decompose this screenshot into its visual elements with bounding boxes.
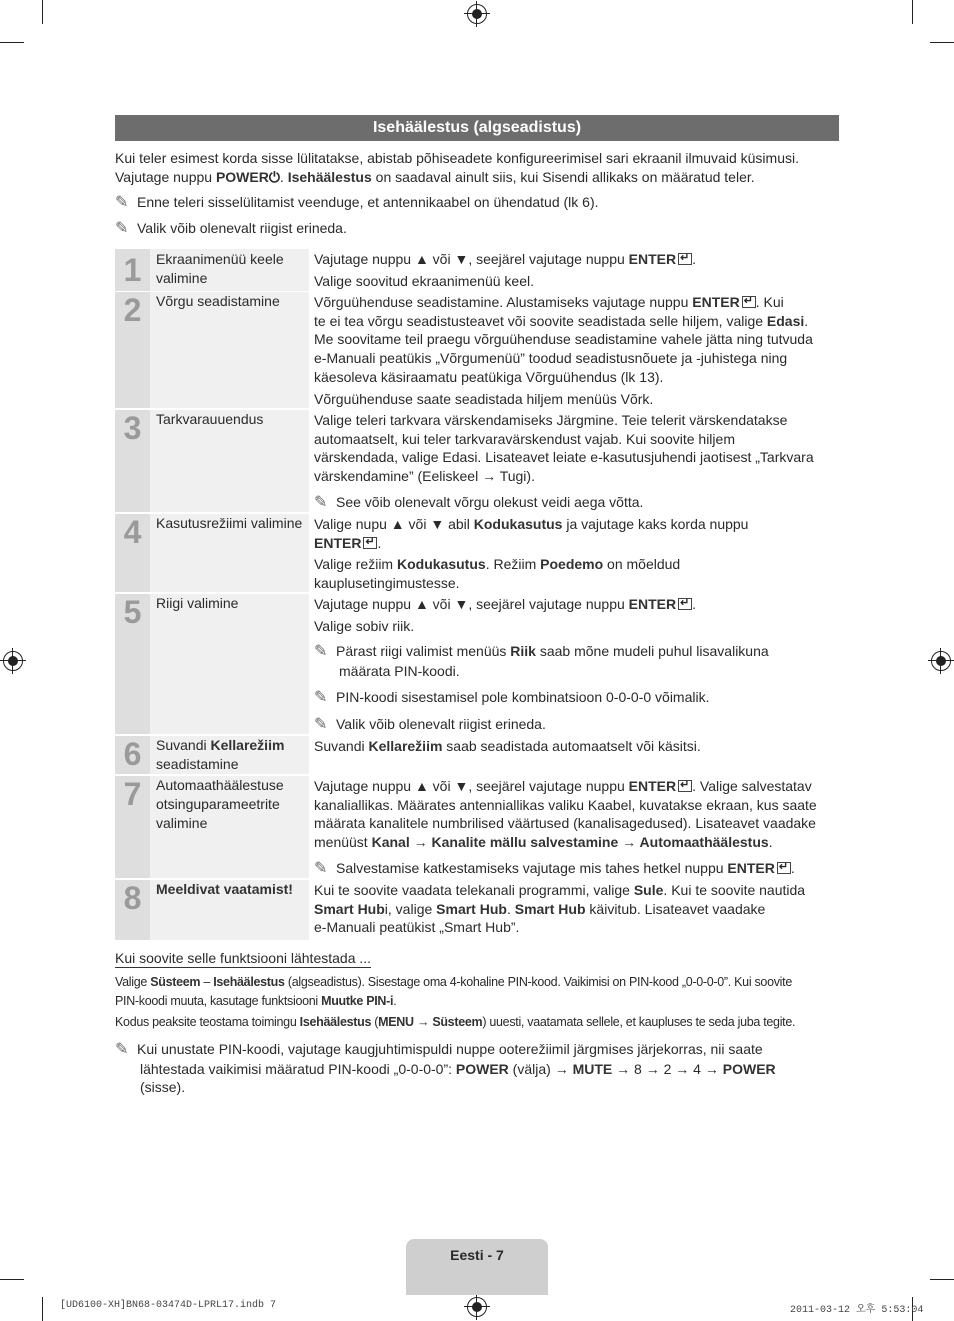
step-number: 8 [115,880,150,940]
step-number: 5 [115,594,150,734]
power-icon: ⏻ [268,168,280,185]
step-description: Suvandi Kellarežiim saab seadistada automaatselt või käsitsi. [314,738,701,754]
enter-icon [777,862,791,874]
step-description: Kui te soovite vaadata telekanali programmi, valige Sule. Kui te soovite nautida Smart Hubi, valige Smart Hub. Smart Hub käivitub. Lisateavet vaadake e-Manuali peatükist „Smart Hub”. [314,882,806,936]
note-pencil-icon: ✎ [314,688,328,706]
crop-mark [0,42,24,43]
step-description: Valige teleri tarkvara värskendamiseks Järgmine. Teie telerit värskendatakse automaatselt, kui teler tarkvaravärskendust vajab. Kui soovite hiljem värskendada, valige Edasi. Lisateavet leiate e-kasutusjuhendi jaotisest „Tarkvara värskendamine” (Eeliskeel → Tugi). ✎ See võib olenevalt võrgu olekust veidi aega võtta. [314,412,814,511]
note-pencil-icon: ✎ [115,194,129,211]
print-timestamp: 2011-03-12 오후 5:53:04 [790,1305,924,1316]
step-number: 1 [115,249,150,291]
note-pencil-icon: ✎ [314,859,328,877]
step-number: 6 [115,736,150,774]
step-label: Suvandi Kellarežiim seadistamine [150,736,309,774]
crop-mark [42,1297,43,1321]
page-number-tab: Eesti - 7 [406,1239,548,1295]
enter-icon [678,780,692,792]
enter-icon [678,253,692,265]
step-number: 3 [115,410,150,512]
step-number: 2 [115,292,150,408]
reset-note: ✎ Kui unustate PIN-koodi, vajutage kaugjuhtimispuldi nuppe ooterežiimil järgmises järjekorras, nii saate lähtestada vaikimisi määratud PIN-koodi „0-0-0-0”: POWER (välja) → MUTE → 8 → 2 → 4 → POWER (sisse). [115,1041,776,1095]
step-label: Võrgu seadistamine [150,292,309,408]
step-number: 4 [115,514,150,592]
step-label: Meeldivat vaatamist! [150,880,309,940]
print-file-info: [UD6100-XH]BN68-03474D-LPRL17.indb 7 [60,1300,277,1311]
registration-mark-icon [467,1297,487,1317]
crop-mark [930,1279,954,1280]
intro-line-1: Kui teler esimest korda sisse lülitatakse, abistab põhiseadete konfigureerimisel sari ekraanil ilmuvaid küsimusi. [115,150,799,166]
crop-mark [0,1279,24,1280]
registration-mark-icon [467,4,487,24]
step-description: Vajutage nuppu ▲ või ▼, seejärel vajutage nuppu ENTER↵ . Valige soovitud ekraanimenüü keel. [314,250,839,290]
step-description: Valige nupu ▲ või ▼ abil Kodukasutus ja vajutage kaks korda nuppu ENTER↵ . Valige režiim Kodukasutus. Režiim Poedemo on mõeldud kauplusetingimustesse. [314,515,839,593]
intro-line-2: Vajutage nuppu POWER⏻. Isehäälestus on saadaval ainult siis, kui Sisendi allikaks on määratud teler. [115,168,755,185]
step-label: Automaathäälestuse otsinguparameetrite valimine [150,776,309,878]
note-pencil-icon: ✎ [115,1041,129,1058]
reset-text: Valige Süsteem – Isehäälestus (algseadistus). Sisestage oma 4-kohaline PIN-kood. Vaikimisi on PIN-kood „0-0-0-0”. Kui soovite PIN-koodi muuta, kasutage funktsiooni Muutke PIN-i. Kodus peaksite teostama toimingu Isehäälestus (MENU → Süsteem) uuesti, vaatamata sellele, et kaupluses te seda juba tegite. [115,975,796,1029]
crop-mark [42,0,43,24]
step-description: Vajutage nuppu ▲ või ▼, seejärel vajutage nuppu ENTER↵ . Valige salvestatav kanaliallikas. Määrates antenniallikas valiku Kaabel, kuvatakse ekraan, kus saate määrata kanalitele numbrilised väärtused (kanalisagedused). Lisateavet vaadake menüüst Kanal → Kanalite mällu salvestamine → Automaathäälestus. ✎ Salvestamise katkestamiseks vajutage mis tahes hetkel nuppu ENTER↵ . [314,777,839,879]
step-label: Riigi valimine [150,594,309,734]
note-top-2: ✎ Valik võib olenevalt riigist erineda. [115,220,347,237]
step-label: Ekraanimenüü keele valimine [150,249,309,291]
step-description: Võrguühenduse seadistamine. Alustamiseks vajutage nuppu ENTER↵ . Kui te ei tea võrgu seadistusteavet või soovite seadistada selle hiljem, valige Edasi. Me soovitame teil praegu võrguühenduse seadistamine vahele jätta ning tutvuda e-Manuali peatükis „Võrgumenüü” toodud seadistusnõuete ja -juhistega ning käesoleva käsiraamatu peatükiga Võrguühendus (lk 13). Võrguühenduse saate seadistada hiljem menüüs Võrk. [314,293,839,408]
crop-mark [912,0,913,24]
registration-mark-icon [3,651,23,671]
intro-text [115,149,845,186]
enter-icon [363,537,377,549]
note-pencil-icon: ✎ [314,715,328,733]
note-pencil-icon: ✎ [314,493,328,511]
section-title: Isehäälestus (algseadistus) [115,115,839,141]
enter-icon [742,296,756,308]
note-pencil-icon: ✎ [314,643,328,661]
step-number: 7 [115,776,150,878]
registration-mark-icon [931,651,951,671]
crop-mark [930,42,954,43]
enter-icon [678,598,692,610]
step-description: Vajutage nuppu ▲ või ▼, seejärel vajutage nuppu ENTER↵ . Valige sobiv riik. ✎ Pärast riigi valimist menüüs Riik saab mõne mudeli puhul lisavalikuna määrata PIN-koodi. ✎ PIN-koodi sisestamisel pole kombinatsioon 0-0-0-0 võimalik. ✎ Valik võib olenevalt riigist erineda. [314,595,839,734]
note-pencil-icon: ✎ [115,220,129,237]
reset-heading: Kui soovite selle funktsiooni lähtestada ... [115,950,372,966]
step-label: Tarkvarauuendus [150,410,309,512]
step-label: Kasutusrežiimi valimine [150,514,309,592]
note-top-1: ✎ Enne teleri sisselülitamist veenduge, et antennikaabel on ühendatud (lk 6). [115,194,599,211]
